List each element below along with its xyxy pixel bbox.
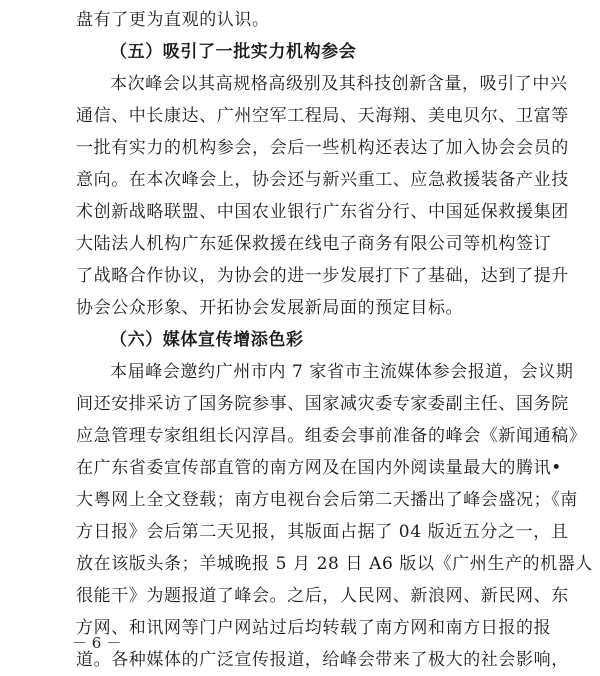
text-line: 本届峰会邀约广州市内 7 家省市主流媒体参会报道，会议期 [110, 362, 574, 382]
text-line: 大陆法人机构广东延保救援在线电子商务有限公司等机构签订 [76, 234, 552, 254]
text-line: 道。各种媒体的广泛宣传报道，给峰会带来了极大的社会影响， [76, 650, 569, 670]
section-heading: （六）媒体宣传增添色彩 [110, 330, 304, 350]
text-line: 大粤网上全文登载；南方电视台会后第二天播出了峰会盛况；《南 [76, 490, 578, 510]
text-line: 间还安排采访了国务院参事、国家减灾委专家委副主任、国务院 [76, 394, 569, 414]
text-line: 意向。在本次峰会上，协会还与新兴重工、应急救援装备产业技 [76, 170, 569, 190]
text-line: 应急管理专家组组长闪淳昌。组委会事前准备的峰会《新闻通稿》 [76, 426, 587, 446]
text-line: 本次峰会以其高规格高级别及其科技创新含量，吸引了中兴 [110, 74, 568, 94]
text-line: 方日报》会后第二天见报，其版面占据了 04 版近五分之一，且 [76, 522, 569, 542]
section-heading: （五）吸引了一批实力机构参会 [110, 42, 357, 62]
text-line: 在广东省委宣传部直管的南方网及在国内外阅读量最大的腾讯• [76, 458, 562, 478]
text-line: 了战略合作协议，为协会的进一步发展打下了基础，达到了提升 [76, 266, 569, 286]
text-line: 一批有实力的机构参会，会后一些机构还表达了加入协会会员的 [76, 138, 569, 158]
document-body [76, 4, 593, 676]
text-line: 放在该版头条；羊城晚报 5 月 28 日 A6 版以《广州生产的机器人 [76, 554, 593, 574]
text-line: 很能干》为题报道了峰会。之后，人民网、新浪网、新民网、东 [76, 586, 569, 606]
text-line: 通信、中长康达、广州空军工程局、天海翔、美电贝尔、卫富等 [76, 106, 569, 126]
text-line: 方网、和讯网等门户网站过后均转载了南方网和南方日报的报 [76, 618, 552, 638]
text-line: 术创新战略联盟、中国农业银行广东省分行、中国延保救援集团 [76, 202, 569, 222]
text-line: 盘有了更为直观的认识。 [76, 10, 270, 30]
text-line: 协会公众形象、开拓协会发展新局面的预定目标。 [76, 298, 464, 318]
page-number: － 6 － [72, 634, 122, 652]
